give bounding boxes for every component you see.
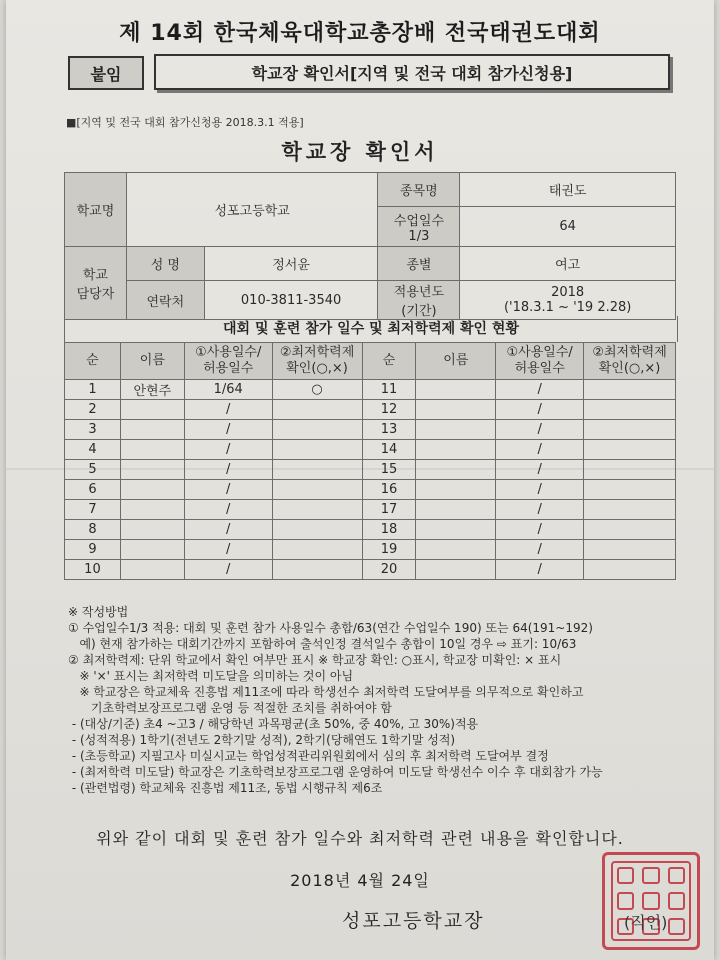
year-label-line2: (기간) — [401, 304, 437, 319]
header-days-right-line1: ①사용일수/ — [506, 345, 573, 360]
header-check-right — [584, 343, 676, 380]
row-days-right: / — [496, 440, 584, 460]
row-check-right — [584, 380, 676, 400]
instruction-line: ① 수업일수1/3 적용: 대회 및 훈련 참가 사용일수 총합/63(연간 수업일수 190) 또는 64(191~192) — [68, 621, 593, 635]
row-name-right — [416, 400, 496, 420]
row-check — [272, 440, 362, 460]
row-name — [120, 540, 184, 560]
row-check — [272, 540, 362, 560]
issue-date: 2018년 4월 24일 — [290, 871, 430, 890]
row-name-right — [416, 460, 496, 480]
row-days-right: / — [496, 500, 584, 520]
type-label: 종별 — [378, 247, 460, 281]
attachment-badge: 붙임 — [68, 56, 144, 90]
row-no-right: 16 — [362, 480, 416, 500]
row-no: 3 — [65, 420, 121, 440]
phone-label: 연락처 — [126, 281, 204, 320]
row-days: / — [184, 420, 272, 440]
row-check-right — [584, 460, 676, 480]
row-days: / — [184, 520, 272, 540]
row-name-right — [416, 540, 496, 560]
row-name-right — [416, 560, 496, 580]
row-no: 10 — [65, 560, 121, 580]
class-days-label-line2: 1/3 — [408, 228, 430, 244]
class-days-label-line1: 수업일수 — [393, 213, 444, 229]
name-label: 성 명 — [126, 247, 204, 281]
row-name-right — [416, 420, 496, 440]
row-check — [272, 560, 362, 580]
row-name — [120, 500, 184, 520]
row-no: 7 — [65, 500, 121, 520]
row-days-right: / — [496, 540, 584, 560]
row-days: / — [184, 560, 272, 580]
row-name-right — [416, 480, 496, 500]
table-row — [65, 520, 676, 540]
year-value-line2: ('18.3.1 ~ '19 2.28) — [503, 300, 632, 315]
sport-label: 종목명 — [378, 173, 460, 207]
row-check — [272, 480, 362, 500]
instruction-line: - (성적적용) 1학기(전년도 2학기말 성적), 2학기(당해연도 1학기말 성적) — [68, 733, 456, 747]
instruction-line: ※ '×' 표시는 최저학력 미도달을 의미하는 것이 아님 — [68, 669, 354, 683]
row-name-right — [416, 520, 496, 540]
table-row — [65, 440, 676, 460]
row-check — [272, 420, 362, 440]
row-no-right: 18 — [362, 520, 416, 540]
row-check: ○ — [272, 380, 362, 400]
row-days: / — [184, 440, 272, 460]
instruction-line: - (관련법령) 학교체육 진흥법 제11조, 동법 시행규칙 제6조 — [68, 781, 383, 795]
row-no: 9 — [65, 540, 121, 560]
participation-table — [64, 342, 676, 580]
header-no: 순 — [65, 343, 121, 380]
header-days-right — [496, 343, 584, 380]
row-name-right — [416, 500, 496, 520]
class-days-label — [378, 207, 460, 247]
row-check-right — [584, 520, 676, 540]
table-header-row — [65, 343, 676, 380]
row-no: 1 — [65, 380, 121, 400]
table-row — [65, 560, 676, 580]
contact-label — [65, 247, 127, 320]
instruction-line: - (최저학력 미도달) 학교장은 기초학력보장프로그램 운영하여 미도달 학생선수 이수 후 대회참가 가능 — [68, 765, 603, 779]
header-check-right-line2: 확인(○,×) — [598, 361, 661, 376]
row-name-right — [416, 380, 496, 400]
row-check — [272, 500, 362, 520]
row-days-right: / — [496, 480, 584, 500]
row-no: 8 — [65, 520, 121, 540]
year-label — [378, 281, 460, 320]
instruction-line: - (초등학교) 지필고사 미실시교는 학업성적관리위원회에서 심의 후 최저학력 도달여부 결정 — [68, 749, 549, 763]
row-no-right: 15 — [362, 460, 416, 480]
type-value: 여고 — [460, 247, 676, 281]
school-info-table — [64, 172, 676, 320]
row-name — [120, 560, 184, 580]
row-no: 6 — [65, 480, 121, 500]
row-days: / — [184, 500, 272, 520]
header-days — [184, 343, 272, 380]
row-no-right: 14 — [362, 440, 416, 460]
phone-value: 010-3811-3540 — [204, 281, 378, 320]
header-check-line2: 확인(○,×) — [286, 361, 348, 376]
header-name-right: 이름 — [416, 343, 496, 380]
table-row — [65, 500, 676, 520]
instruction-line: 예) 현재 참가하는 대회기간까지 포함하여 출석인정 결석일수 총합이 10일 경우 ⇨ 표기: 10/63 — [68, 637, 577, 651]
year-label-line1: 적용년도 — [393, 285, 444, 300]
table-row — [65, 480, 676, 500]
signer-name: 성포고등학교장 — [342, 910, 485, 932]
row-days: / — [184, 400, 272, 420]
row-no-right: 11 — [362, 380, 416, 400]
instruction-line: ※ 학교장은 학교체육 진흥법 제11조에 따라 학생선수 최저학력 도달여부를 의무적으로 확인하고 — [68, 685, 584, 699]
row-check — [272, 460, 362, 480]
table-row — [65, 380, 676, 400]
header-no-right: 순 — [362, 343, 416, 380]
row-check — [272, 400, 362, 420]
row-name — [120, 400, 184, 420]
row-days: / — [184, 460, 272, 480]
header-check — [272, 343, 362, 380]
header-days-line1: ①사용일수/ — [195, 345, 262, 360]
sport-value: 태권도 — [460, 173, 676, 207]
header-name: 이름 — [120, 343, 184, 380]
table-row — [65, 460, 676, 480]
row-days-right: / — [496, 560, 584, 580]
confirm-statement: 위와 같이 대회 및 훈련 참가 일수와 최저학력 관련 내용을 확인합니다. — [96, 829, 624, 848]
instruction-line: ② 최저학력제: 단위 학교에서 확인 여부만 표시 ※ 학교장 확인: ○표시, 학교장 미확인: × 표시 — [68, 653, 562, 667]
row-no-right: 20 — [362, 560, 416, 580]
class-days-value: 64 — [460, 207, 676, 247]
row-days-right: / — [496, 380, 584, 400]
row-check-right — [584, 500, 676, 520]
table-row — [65, 540, 676, 560]
document-page — [6, 0, 714, 960]
year-value — [460, 281, 676, 320]
form-title: 학교장 확인서 — [281, 140, 439, 164]
row-days: / — [184, 480, 272, 500]
table-row — [65, 400, 676, 420]
seal-label: (직인) — [624, 913, 668, 932]
row-name — [120, 520, 184, 540]
form-banner: 학교장 확인서[지역 및 전국 대회 참가신청용] — [154, 54, 670, 90]
row-check-right — [584, 440, 676, 460]
table-row — [65, 420, 676, 440]
row-check-right — [584, 400, 676, 420]
row-no: 4 — [65, 440, 121, 460]
row-check-right — [584, 540, 676, 560]
instructions — [68, 604, 708, 796]
row-check-right — [584, 480, 676, 500]
form-note: ■[지역 및 전국 대회 참가신청용 2018.3.1 적용] — [66, 116, 304, 129]
row-days-right: / — [496, 460, 584, 480]
header-days-right-line2: 허용일수 — [514, 361, 565, 376]
official-seal-stamp — [602, 852, 700, 950]
row-days-right: / — [496, 420, 584, 440]
row-no: 2 — [65, 400, 121, 420]
instructions-heading: ※ 작성방법 — [68, 605, 129, 619]
instruction-line: - (대상/기준) 초4 ~고3 / 해당학년 과목평균(초 50%, 중 40%, 고 30%)적용 — [68, 717, 479, 731]
row-days: 1/64 — [184, 380, 272, 400]
row-no: 5 — [65, 460, 121, 480]
row-check — [272, 520, 362, 540]
contact-label-line1: 학교 — [82, 268, 108, 283]
row-check-right — [584, 560, 676, 580]
name-value: 정서윤 — [204, 247, 378, 281]
row-no-right: 19 — [362, 540, 416, 560]
row-name: 안현주 — [120, 380, 184, 400]
row-days-right: / — [496, 400, 584, 420]
participation-title: 대회 및 훈련 참가 일수 및 최저학력제 확인 현황 — [64, 316, 678, 342]
row-days: / — [184, 540, 272, 560]
header-check-right-line1: ②최저학력제 — [592, 345, 667, 360]
main-title: 제 14회 한국체육대학교총장배 전국태권도대회 — [119, 21, 601, 46]
year-value-line1: 2018 — [551, 285, 585, 300]
school-label: 학교명 — [65, 173, 127, 247]
row-name — [120, 420, 184, 440]
row-no-right: 17 — [362, 500, 416, 520]
contact-label-line2: 담당자 — [76, 287, 115, 302]
row-check-right — [584, 420, 676, 440]
row-days-right: / — [496, 520, 584, 540]
school-value: 성포고등학교 — [126, 173, 378, 247]
row-name — [120, 460, 184, 480]
row-name-right — [416, 440, 496, 460]
row-no-right: 12 — [362, 400, 416, 420]
row-no-right: 13 — [362, 420, 416, 440]
instruction-line: 기초학력보장프로그램 운영 등 적절한 조치를 취하여야 함 — [68, 701, 392, 715]
header-check-line1: ②최저학력제 — [279, 345, 355, 360]
header-days-line2: 허용일수 — [203, 361, 254, 376]
row-name — [120, 480, 184, 500]
row-name — [120, 440, 184, 460]
